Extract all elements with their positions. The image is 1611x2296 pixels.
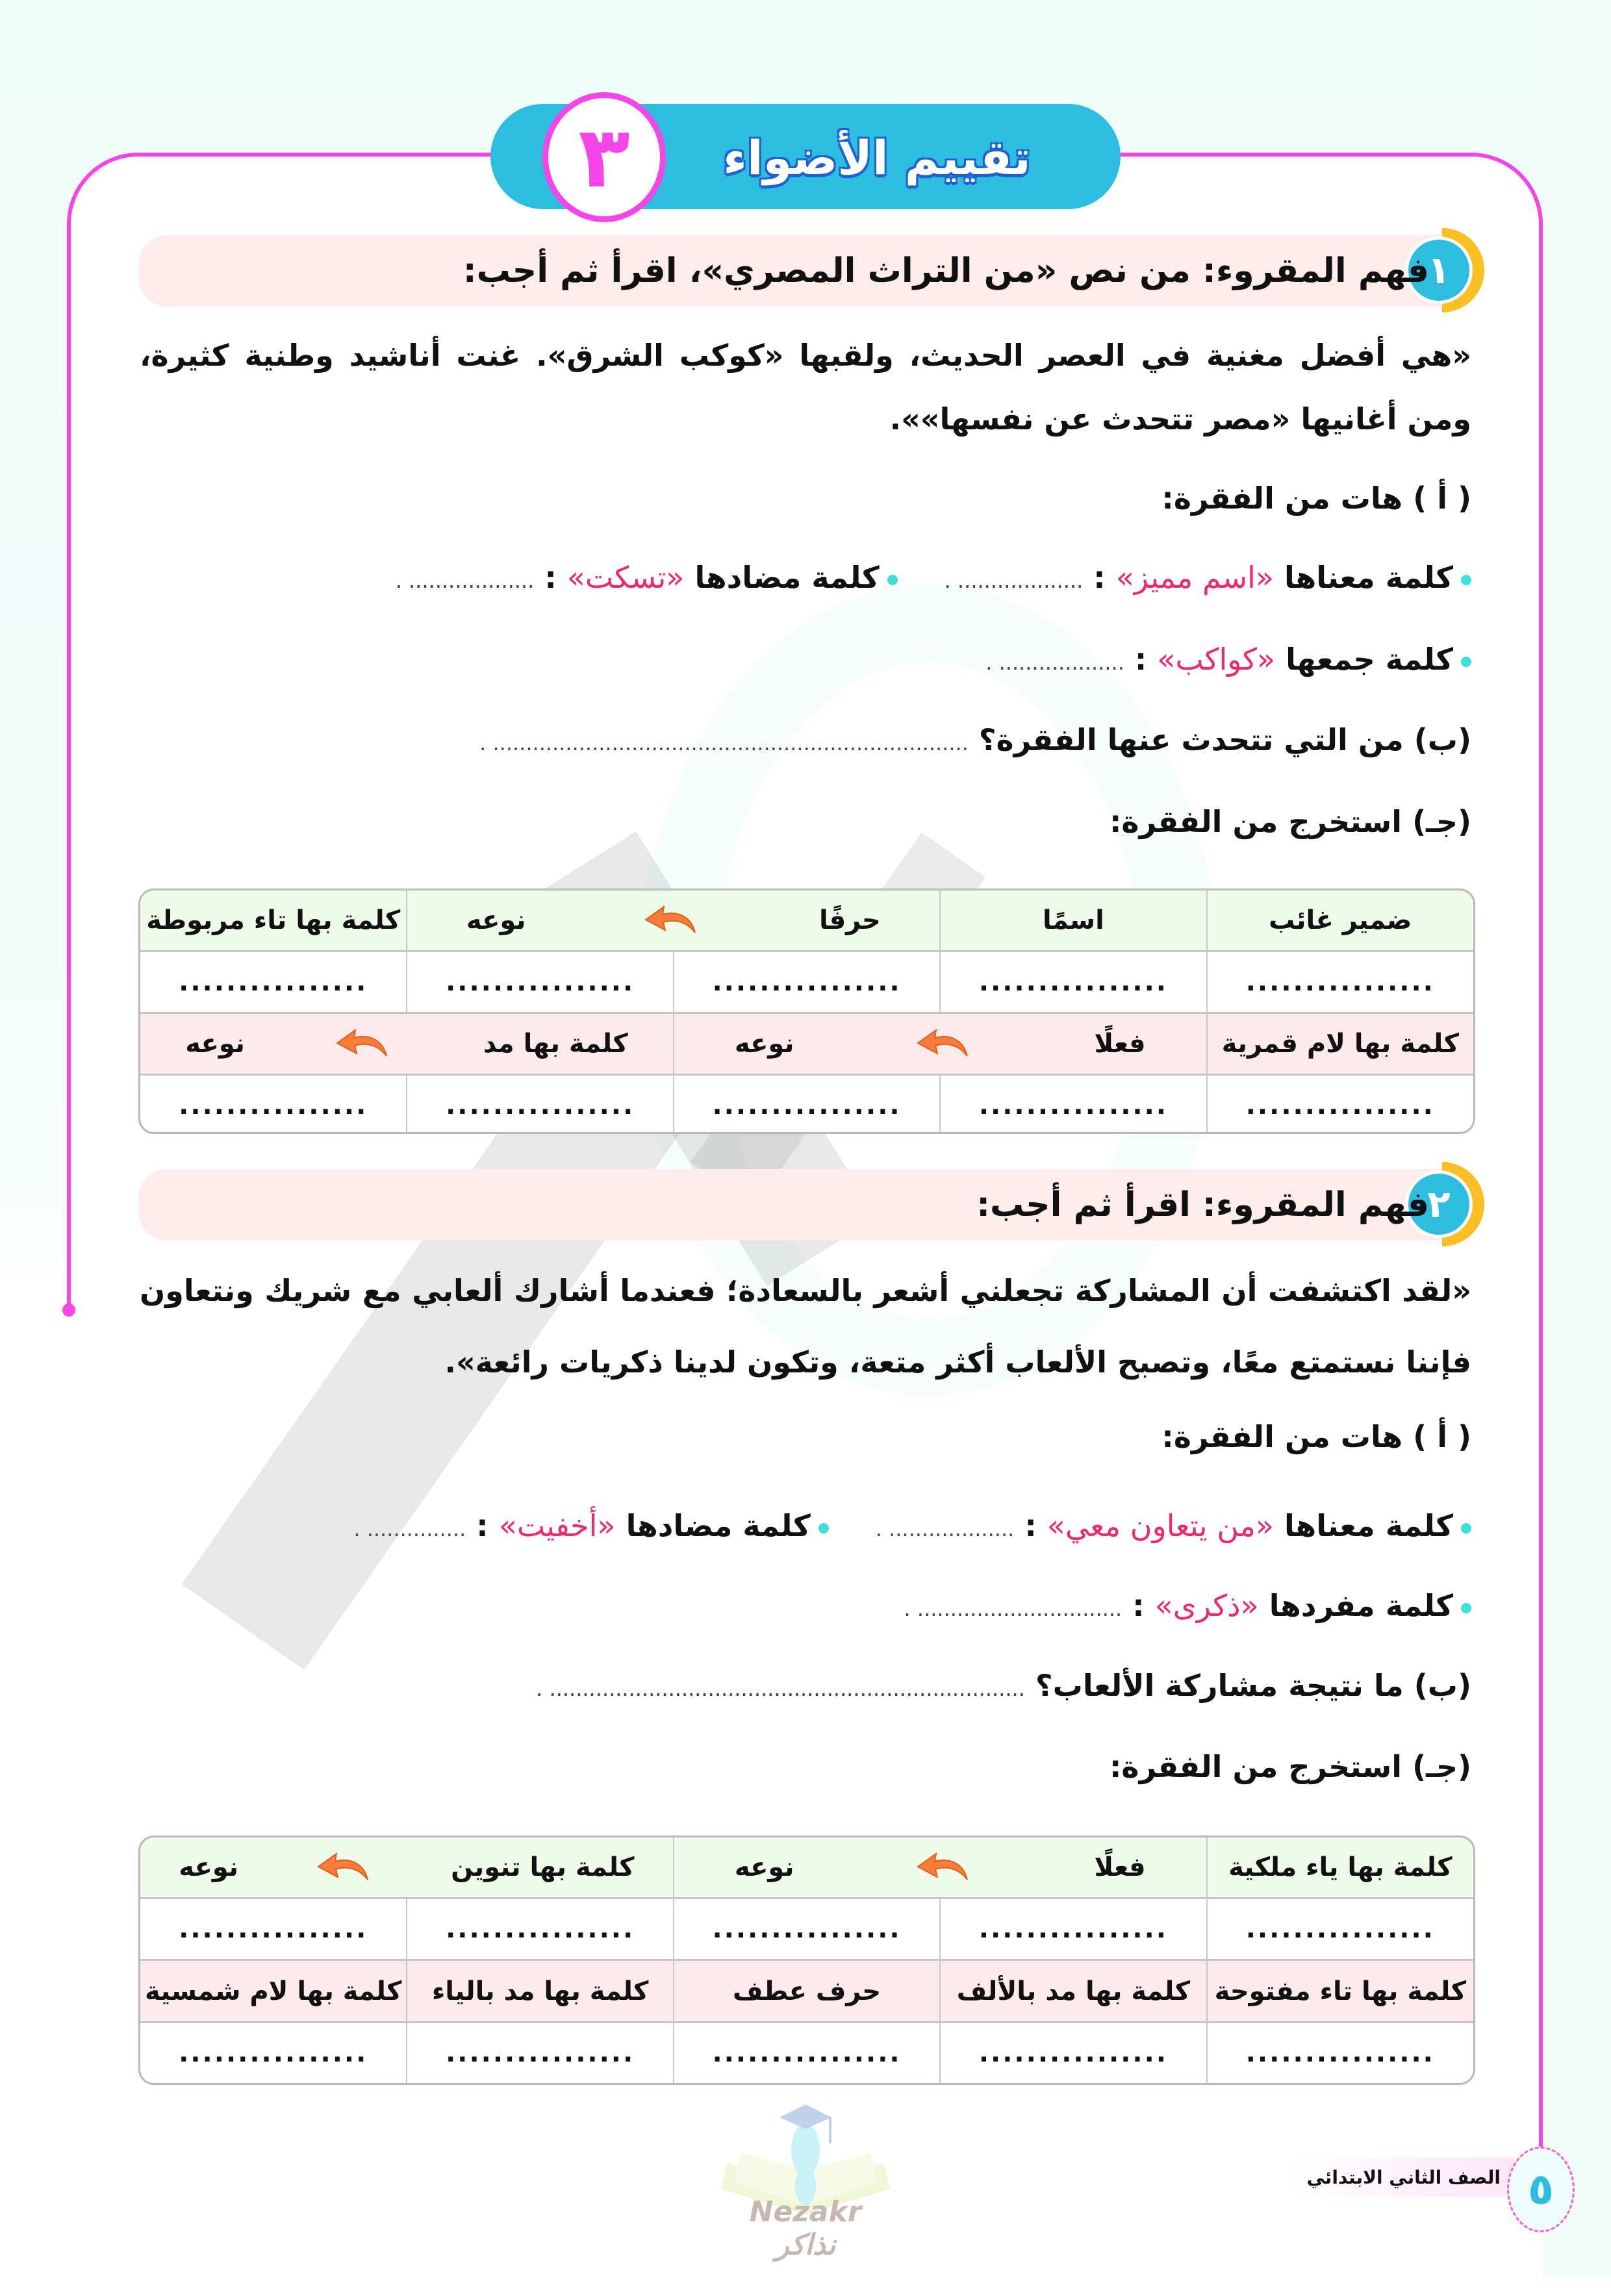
answer-blank[interactable]: ...............................: [917, 1596, 1123, 1621]
section-1-table: [138, 889, 1475, 1134]
table-cell-pair: [140, 1837, 674, 1899]
answer-blank[interactable]: ...............: [366, 1517, 466, 1541]
answer-blank[interactable]: ........................................................................: [549, 1676, 1025, 1701]
curved-arrow-left-icon: [643, 904, 702, 937]
table-cell: كلمة بها تاء مربوطة: [140, 890, 407, 952]
table-cell-pair: [140, 1013, 674, 1075]
pair-label: نوعه: [179, 1852, 238, 1883]
answer-cell[interactable]: ................: [407, 952, 673, 1013]
pair-label: حرفًا: [818, 905, 881, 935]
table-header-row: [140, 890, 1473, 952]
answer-cell[interactable]: ................: [940, 2022, 1206, 2083]
table-cell: اسمًا: [940, 890, 1206, 952]
table-cell: كلمة بها لام شمسية: [140, 1960, 407, 2022]
item-colon: :: [1024, 1508, 1037, 1543]
answer-cell[interactable]: ................: [674, 2022, 940, 2083]
table-header-row: [140, 1013, 1473, 1075]
lesson-title: تقييم الأضواء: [723, 131, 1031, 185]
grade-label: الصف الثاني الابتدائي: [1306, 2166, 1501, 2188]
answer-cell[interactable]: ................: [179, 1091, 368, 1120]
section-1-part-a-label: ( أ ) هات من الفقرة:: [1161, 481, 1471, 516]
table-cell-pair: [674, 1837, 1207, 1899]
table-cell: كلمة بها مد بالألف: [940, 1960, 1206, 2022]
curved-arrow-left-icon: [335, 1028, 393, 1060]
answer-cell[interactable]: ................: [674, 1075, 940, 1135]
table-header-row: [140, 1960, 1473, 2022]
table-cell: كلمة بها مد بالياء: [407, 1960, 673, 2022]
table-answer-row: [140, 1075, 1473, 1135]
item-colon: :: [476, 1508, 488, 1543]
answer-cell[interactable]: ................: [1207, 1899, 1473, 1960]
table-cell: ضمير غائب: [1207, 890, 1473, 952]
section-2-part-a-row-1: كلمة معناها «من يتعاون معي» : ................... . كلمة مضادها «أخفيت» : ............... .: [353, 1508, 1471, 1543]
table-cell-pair: [407, 890, 940, 952]
answer-cell[interactable]: ................: [140, 1899, 407, 1960]
answer-cell[interactable]: ................: [140, 952, 407, 1013]
answer-blank[interactable]: ...................: [409, 568, 535, 593]
section-1-part-c-label: (جـ) استخرج من الفقرة:: [1110, 804, 1471, 839]
table-cell: كلمة بها تاء مفتوحة: [1207, 1960, 1473, 2022]
item-colon: :: [1134, 642, 1147, 677]
table-cell: كلمة بها لام قمرية: [1207, 1013, 1473, 1075]
table-cell: حرف عطف: [674, 1960, 940, 2022]
bullet-icon: [1461, 657, 1471, 667]
lesson-number: ٣: [578, 108, 630, 207]
section-2-title: فهم المقروء: اقرأ ثم أجب:: [976, 1185, 1429, 1224]
section-1-title: فهم المقروء: من نص «من التراث المصري»، اقرأ ثم أجب:: [463, 251, 1429, 290]
section-2-number: ٢: [1427, 1182, 1451, 1226]
item-colon: :: [1093, 560, 1106, 595]
question-label: (ب) من التي تتحدث عنها الفقرة؟: [978, 722, 1471, 757]
bullet-icon: [1461, 575, 1471, 585]
pair-label: نوعه: [466, 905, 526, 935]
section-2-paragraph-line-2: فإننا نستمتع معًا، وتصبح الألعاب أكثر متعة، وتكون لدينا ذكريات رائعة».: [444, 1344, 1471, 1380]
pair-label: نوعه: [734, 1029, 794, 1059]
highlight-word: «تسكت»: [566, 560, 685, 595]
highlight-word: «ذكرى»: [1154, 1588, 1259, 1623]
answer-blank[interactable]: ...................: [998, 650, 1124, 675]
section-1-part-b: (ب) من التي تتحدث عنها الفقرة؟ ........................................................................ .: [479, 722, 1471, 757]
answer-cell[interactable]: ................: [179, 2037, 368, 2068]
frame-end-dot: [62, 1304, 75, 1317]
pair-label: كلمة بها تنوين: [451, 1852, 635, 1883]
answer-blank[interactable]: ........................................................................: [492, 731, 969, 755]
page-number-badge: [1507, 2147, 1575, 2232]
pair-label: فعلًا: [1094, 1029, 1146, 1059]
table-answer-row: [140, 2022, 1473, 2083]
answer-cell[interactable]: ................: [407, 1075, 673, 1135]
frame-border-left: [67, 260, 71, 1309]
answer-cell[interactable]: ................: [1207, 2022, 1473, 2083]
question-label: (ب) ما نتيجة مشاركة الألعاب؟: [1035, 1668, 1471, 1703]
section-2-part-a-label: ( أ ) هات من الفقرة:: [1161, 1419, 1471, 1454]
highlight-word: «من يتعاون معي»: [1047, 1508, 1275, 1543]
logo-text: Nezakr نذاكر: [749, 2195, 862, 2262]
section-1-part-a-row-1: كلمة معناها «اسم مميز» : ................... . كلمة مضادها «تسكت» : ................... .: [396, 560, 1471, 595]
table-header-row: [140, 1837, 1473, 1899]
section-1-paragraph-line-1: «هي أفضل مغنية في العصر الحديث، ولقبها «كوكب الشرق». غنت أناشيد وطنية كثيرة،: [140, 338, 1471, 373]
section-2-paragraph-line-1: «لقد اكتشفت أن المشاركة تجعلني أشعر بالسعادة؛ فعندما أشارك ألعابي مع شريك ونتعاون: [140, 1273, 1471, 1308]
answer-cell[interactable]: ................: [674, 952, 940, 1013]
item-prefix: كلمة معناها: [1284, 1508, 1453, 1543]
answer-cell[interactable]: ................: [940, 1075, 1206, 1135]
table-answer-row: [140, 1899, 1473, 1960]
bullet-icon: [1461, 1523, 1471, 1533]
table-answer-row: [140, 952, 1473, 1013]
answer-cell[interactable]: ................: [407, 2022, 673, 2083]
bullet-icon: [1461, 1603, 1471, 1613]
curved-arrow-left-icon: [915, 1028, 974, 1060]
answer-cell[interactable]: ................: [940, 1899, 1206, 1960]
item-prefix: كلمة مضادها: [626, 1508, 811, 1543]
bullet-icon: [818, 1523, 829, 1533]
section-2-part-c-label: (جـ) استخرج من الفقرة:: [1110, 1749, 1471, 1784]
highlight-word: «كواكب»: [1157, 642, 1276, 677]
frame-border-right: [1539, 260, 1543, 2150]
section-1-part-a-row-2: كلمة جمعها «كواكب» : ................... .: [985, 642, 1471, 677]
pair-label: نوعه: [734, 1852, 794, 1883]
page-margin-right: [1543, 0, 1611, 2278]
section-1-paragraph-line-2: ومن أغانيها «مصر تتحدث عن نفسها»».: [889, 401, 1471, 436]
highlight-word: «أخفيت»: [498, 1508, 616, 1543]
item-prefix: كلمة جمعها: [1286, 642, 1453, 677]
item-colon: :: [544, 560, 557, 595]
lesson-number-badge: [542, 92, 666, 222]
answer-cell[interactable]: ................: [1207, 952, 1473, 1013]
curved-arrow-left-icon: [316, 1851, 374, 1884]
pair-label: نوعه: [185, 1029, 245, 1059]
answer-cell[interactable]: ................: [674, 1899, 940, 1960]
answer-cell[interactable]: ................: [1207, 1075, 1473, 1135]
item-colon: :: [1132, 1588, 1145, 1623]
answer-blank[interactable]: ...................: [889, 1517, 1015, 1541]
highlight-word: «اسم مميز»: [1115, 560, 1275, 595]
item-prefix: كلمة مضادها: [694, 560, 880, 595]
section-1-number: ١: [1427, 248, 1451, 292]
section-2-table: [138, 1836, 1475, 2085]
section-2-part-a-row-2: كلمة مفردها «ذكرى» : ............................... .: [904, 1588, 1471, 1623]
table-cell-pair: [674, 1013, 1207, 1075]
table-cell: كلمة بها ياء ملكية: [1207, 1837, 1473, 1899]
answer-cell[interactable]: ................: [940, 952, 1206, 1013]
bullet-icon: [887, 575, 898, 585]
pair-label: كلمة بها مد: [483, 1029, 628, 1059]
answer-blank[interactable]: ...................: [957, 568, 1084, 593]
pair-label: فعلًا: [1094, 1852, 1146, 1883]
item-prefix: كلمة مفردها: [1269, 1588, 1453, 1623]
answer-cell[interactable]: ................: [407, 1899, 673, 1960]
item-prefix: كلمة معناها: [1284, 560, 1453, 595]
section-2-part-b: (ب) ما نتيجة مشاركة الألعاب؟ ........................................................................ .: [536, 1668, 1471, 1703]
curved-arrow-left-icon: [915, 1851, 974, 1884]
page-number: ٥: [1527, 2164, 1554, 2214]
